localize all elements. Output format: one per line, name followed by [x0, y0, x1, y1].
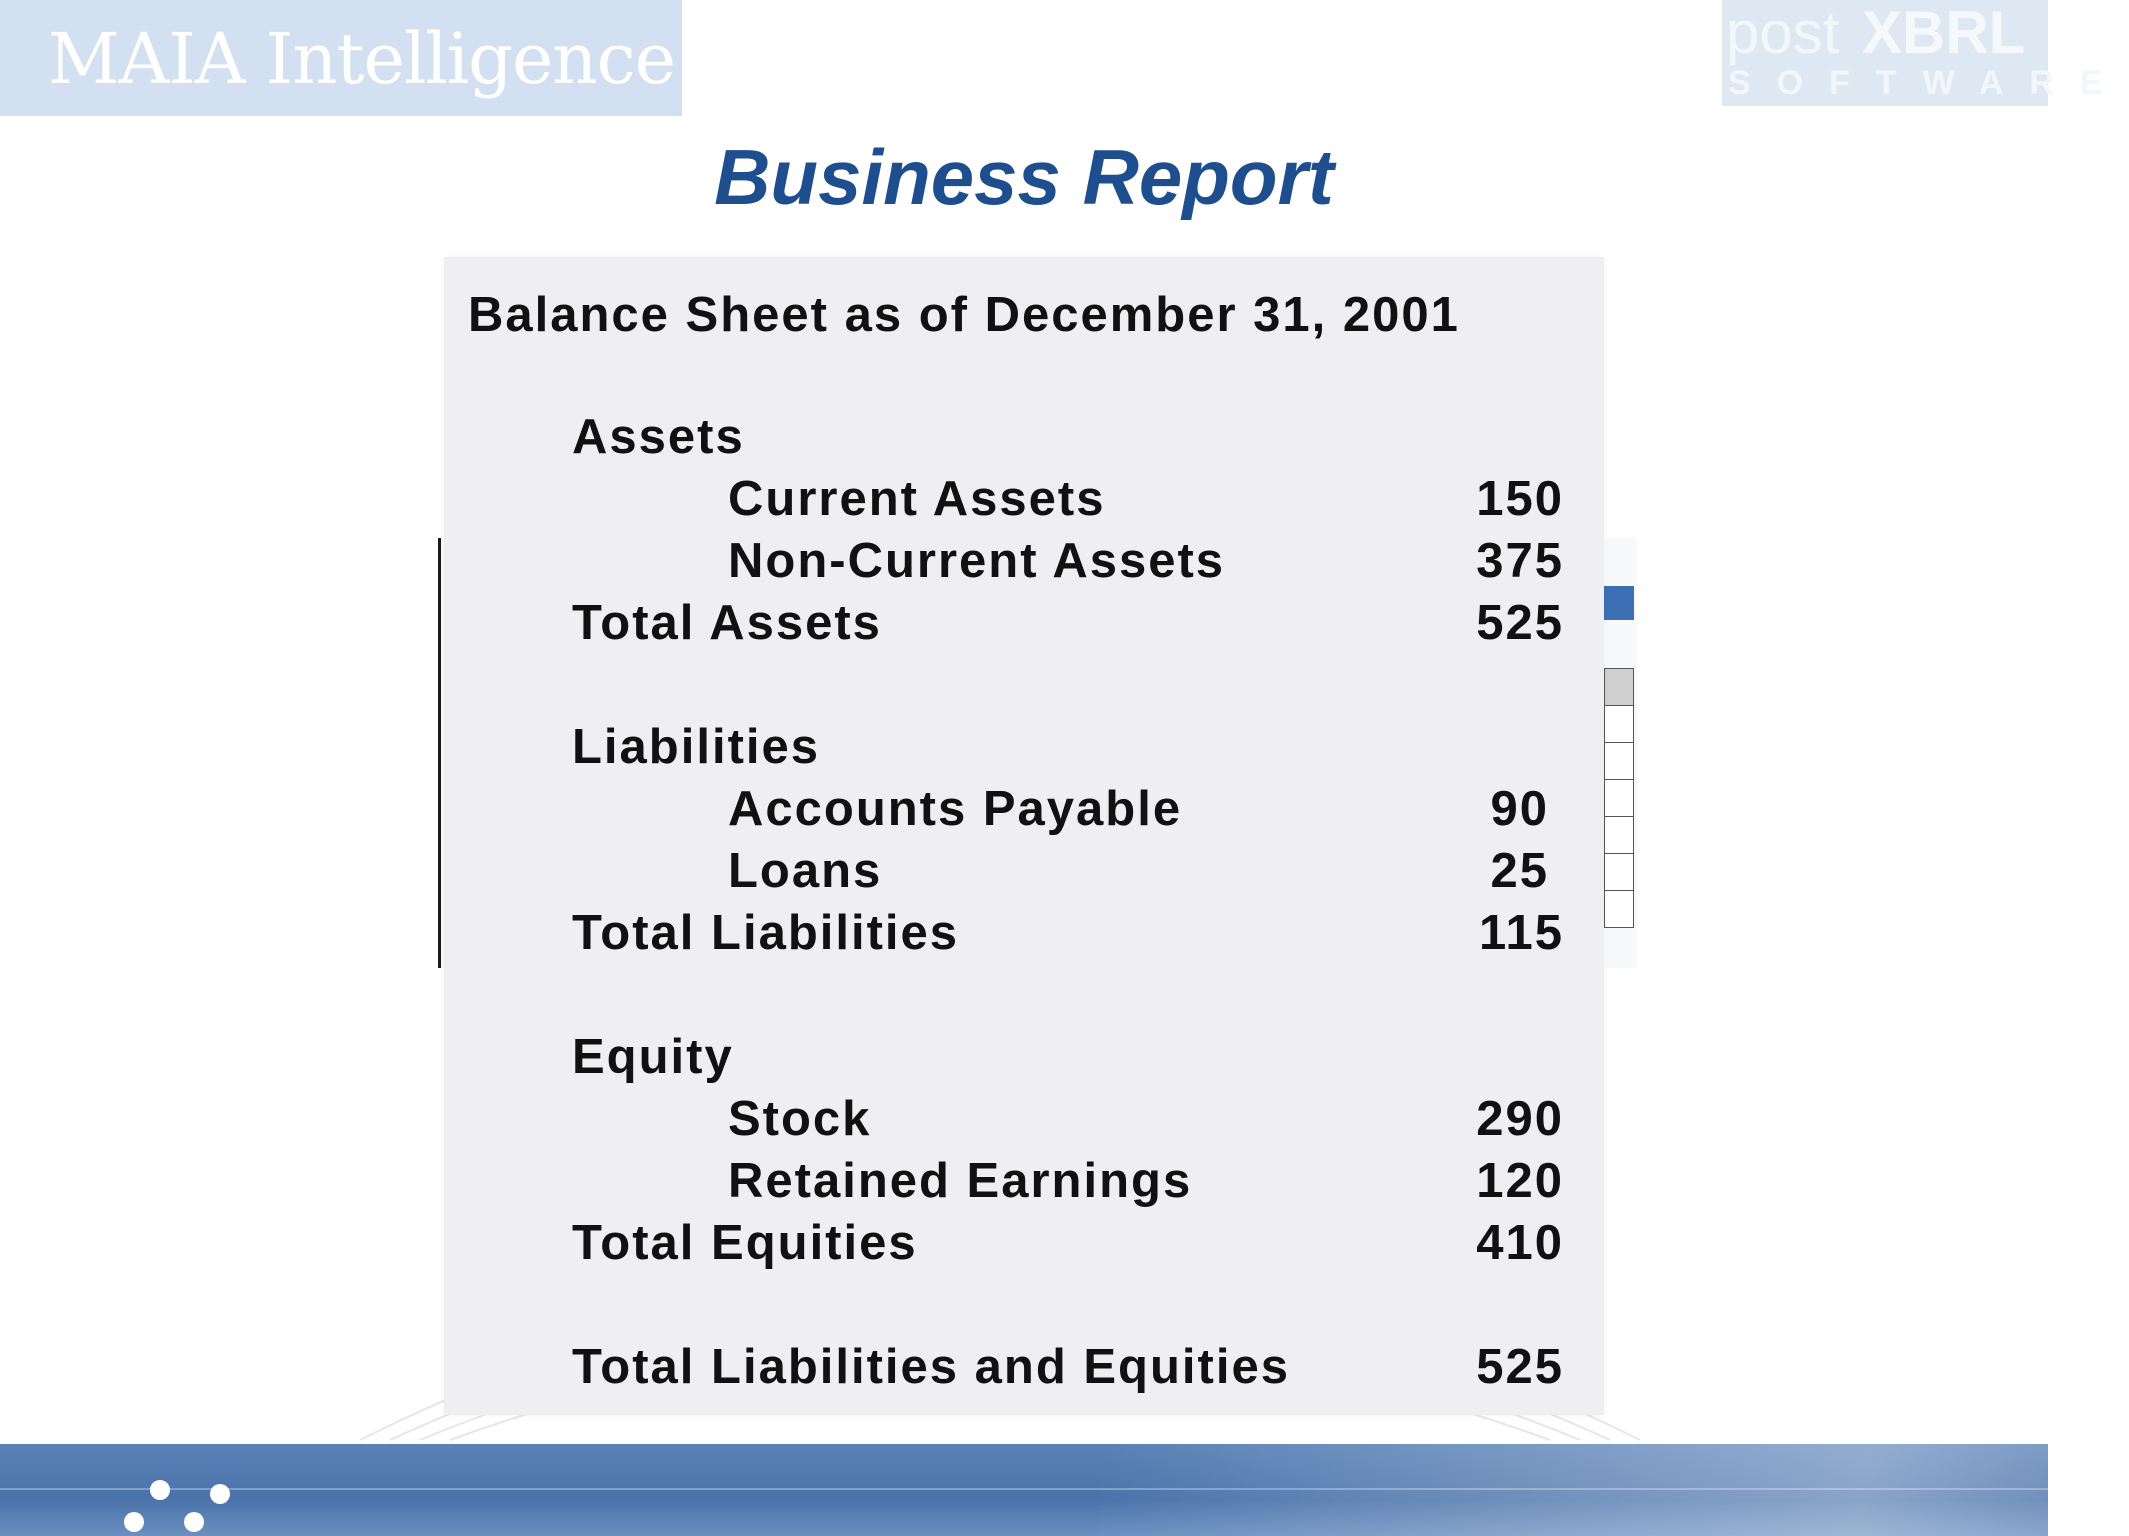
- current-assets-row: [444, 471, 1604, 533]
- total-assets-label: Total Assets: [572, 596, 882, 650]
- background-row: [1604, 854, 1634, 891]
- maia-intelligence-logo: [0, 0, 682, 116]
- assets-heading: Assets: [572, 410, 745, 464]
- footer-dot-icon: [210, 1484, 230, 1504]
- balance-sheet-panel: [444, 257, 1604, 1415]
- total-liabilities-label: Total Liabilities: [572, 906, 960, 960]
- background-row: [1604, 817, 1634, 854]
- footer-dot-icon: [124, 1512, 144, 1532]
- liabilities-heading-row: [444, 719, 1604, 781]
- loans-label: Loans: [728, 844, 883, 898]
- background-row: [1604, 668, 1634, 706]
- liabilities-heading: Liabilities: [572, 720, 821, 774]
- background-row: [1604, 743, 1634, 780]
- retained-earnings-label: Retained Earnings: [728, 1154, 1193, 1208]
- postxbrl-logo-post: post: [1726, 0, 1840, 66]
- background-row: [1604, 706, 1634, 743]
- postxbrl-logo-software: SOFTWARE: [1728, 64, 2129, 102]
- non-current-assets-row: [444, 533, 1604, 595]
- footer-bar: [0, 1444, 2048, 1536]
- total-liabilities-row: [444, 905, 1604, 967]
- footer-dot-icon: [150, 1480, 170, 1500]
- total-equities-label: Total Equities: [572, 1216, 918, 1270]
- non-current-assets-label: Non-Current Assets: [728, 534, 1226, 588]
- total-assets-row: [444, 595, 1604, 657]
- accounts-payable-row: [444, 781, 1604, 843]
- equity-heading-row: [444, 1029, 1604, 1091]
- grand-total-value: 525: [1476, 1340, 1564, 1394]
- postxbrl-logo: [1722, 0, 2129, 106]
- maia-logo-text: MAIA Intelligence: [48, 18, 676, 100]
- retained-earnings-value: 120: [1476, 1154, 1564, 1208]
- total-liabilities-value: 115: [1478, 906, 1564, 960]
- stock-label: Stock: [728, 1092, 872, 1146]
- footer-glare: [1100, 1444, 2048, 1536]
- non-current-assets-value: 375: [1476, 534, 1564, 588]
- grand-total-label: Total Liabilities and Equities: [572, 1340, 1290, 1394]
- loans-row: [444, 843, 1604, 905]
- assets-heading-row: [444, 409, 1604, 471]
- footer-dot-icon: [184, 1512, 204, 1532]
- stock-row: [444, 1091, 1604, 1153]
- background-row: [1604, 780, 1634, 817]
- retained-earnings-row: [444, 1153, 1604, 1215]
- accounts-payable-value: 90: [1490, 782, 1549, 836]
- background-row: [1604, 891, 1634, 928]
- current-assets-value: 150: [1476, 472, 1564, 526]
- postxbrl-logo-xbrl: XBRL: [1862, 0, 2026, 66]
- total-assets-value: 525: [1476, 596, 1564, 650]
- total-equities-value: 410: [1476, 1216, 1564, 1270]
- balance-sheet-title: Balance Sheet as of December 31, 2001: [468, 288, 1460, 342]
- total-equities-row: [444, 1215, 1604, 1277]
- accounts-payable-label: Accounts Payable: [728, 782, 1183, 836]
- loans-value: 25: [1490, 844, 1549, 898]
- background-window-rows: [1604, 668, 1634, 928]
- equity-heading: Equity: [572, 1030, 734, 1084]
- grand-total-row: [444, 1339, 1604, 1401]
- stock-value: 290: [1476, 1092, 1564, 1146]
- page-title: Business Report: [714, 133, 1334, 221]
- background-window-header: [1600, 586, 1634, 620]
- current-assets-label: Current Assets: [728, 472, 1106, 526]
